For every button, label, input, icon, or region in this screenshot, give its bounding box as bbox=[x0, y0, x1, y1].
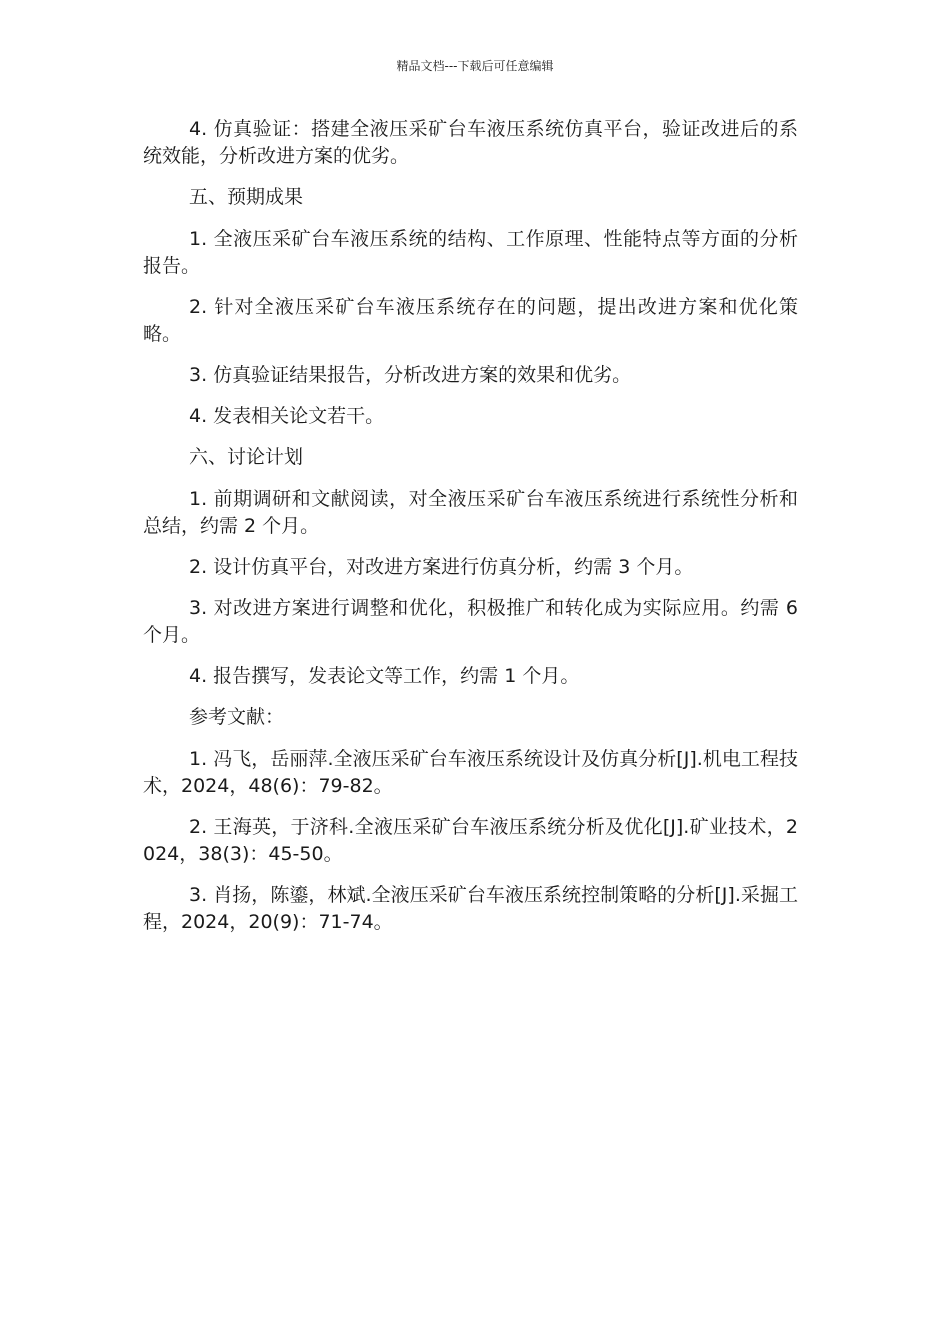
document-body bbox=[143, 116, 798, 950]
section-heading-references: 参考文献： bbox=[189, 706, 285, 728]
list-item-result-3: 3. 仿真验证结果报告，分析改进方案的效果和优劣。 bbox=[189, 364, 632, 386]
reference-item-2: 2. 王海英，于济科.全液压采矿台车液压系统分析及优化[J].矿业技术，2024，38(3)：45-50。 bbox=[143, 816, 798, 865]
list-item-plan-2: 2. 设计仿真平台，对改进方案进行仿真分析，约需 3 个月。 bbox=[189, 556, 694, 578]
reference-item-3: 3. 肖扬，陈鎏，林斌.全液压采矿台车液压系统控制策略的分析[J].采掘工程，2024，20(9)：71-74。 bbox=[143, 884, 798, 933]
page-header: 精品文档---下载后可任意编辑 bbox=[396, 59, 554, 73]
list-item-plan-4: 4. 报告撰写，发表论文等工作，约需 1 个月。 bbox=[189, 665, 580, 687]
list-item-plan-1: 1. 前期调研和文献阅读，对全液压采矿台车液压系统进行系统性分析和总结，约需 2 个月。 bbox=[143, 488, 798, 537]
list-item-result-2: 2. 针对全液压采矿台车液压系统存在的问题，提出改进方案和优化策略。 bbox=[143, 296, 798, 345]
section-heading-discussion-plan: 六、讨论计划 bbox=[189, 446, 304, 468]
list-item-plan-3: 3. 对改进方案进行调整和优化，积极推广和转化成为实际应用。约需 6 个月。 bbox=[143, 597, 798, 646]
section-heading-expected-results: 五、预期成果 bbox=[189, 186, 304, 208]
reference-item-1: 1. 冯飞，岳丽萍.全液压采矿台车液压系统设计及仿真分析[J].机电工程技术，2024，48(6)：79-82。 bbox=[143, 748, 798, 797]
list-item-result-1: 1. 全液压采矿台车液压系统的结构、工作原理、性能特点等方面的分析报告。 bbox=[143, 228, 798, 277]
paragraph-simulation-verification: 4. 仿真验证：搭建全液压采矿台车液压系统仿真平台，验证改进后的系统效能，分析改进方案的优劣。 bbox=[143, 118, 798, 167]
list-item-result-4: 4. 发表相关论文若干。 bbox=[189, 405, 385, 427]
